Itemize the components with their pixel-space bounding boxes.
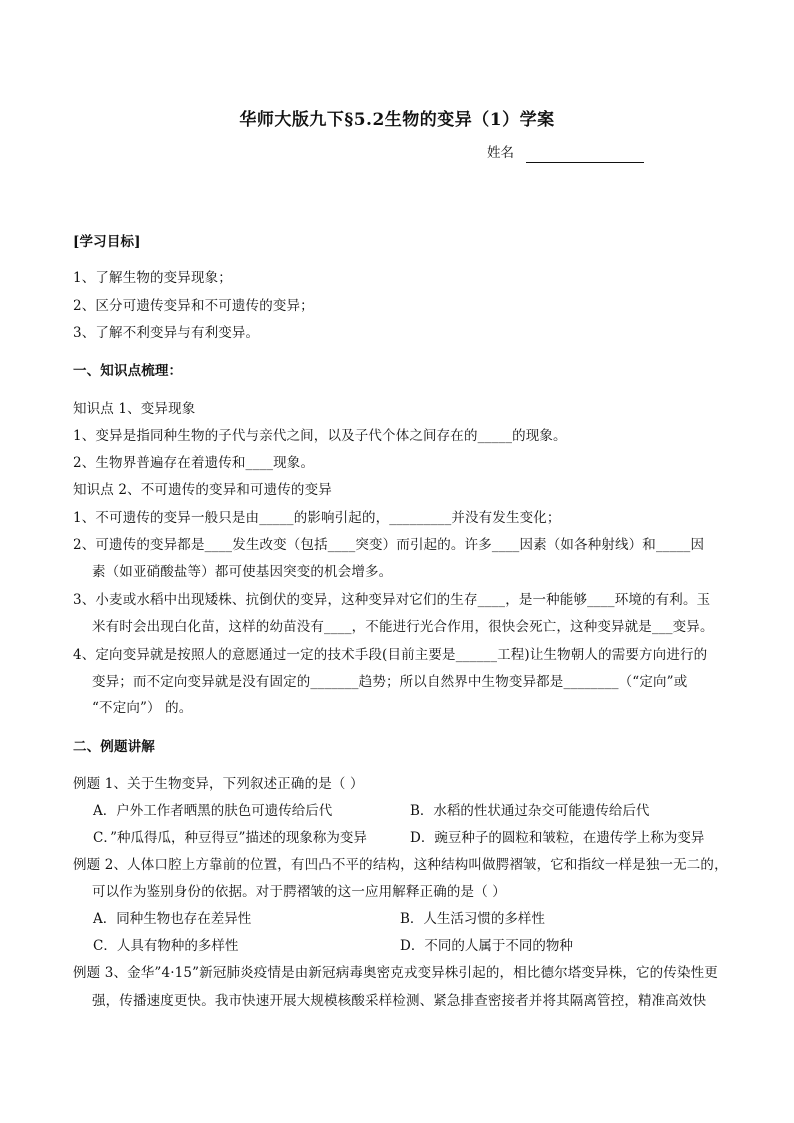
knowledge-point-title: 知识点 1、变异现象 bbox=[73, 401, 196, 417]
knowledge-line: 1、变异是指同种生物的子代与亲代之间，以及子代个体之间存在的_____的现象。 bbox=[73, 428, 567, 444]
example1-option-c: C．”种瓜得瓜，种豆得豆”描述的现象称为变异 bbox=[93, 830, 367, 846]
objective-item: 3、了解不利变异与有利变异。 bbox=[73, 325, 260, 341]
name-label: 姓名 bbox=[487, 145, 514, 161]
example1-option-a: A．户外工作者晒黑的肤色可遗传给后代 bbox=[93, 803, 333, 819]
section2-heading: 二、例题讲解 bbox=[73, 739, 155, 755]
example2-option-b: B．人生活习惯的多样性 bbox=[400, 911, 545, 927]
example3-stem: 例题 3、金华”4·15”新冠肺炎疫情是由新冠病毒奥密克戎变异株引起的，相比德尔塔变异株，它的传染性更 bbox=[73, 965, 718, 981]
section1-heading: 一、知识点梳理： bbox=[73, 363, 183, 379]
knowledge-line: 变异；而不定向变异就是没有固定的_______趋势；所以自然界中生物变异都是________（“定向”或 bbox=[92, 674, 688, 690]
example1-stem: 例题 1、关于生物变异，下列叙述正确的是（ ） bbox=[73, 776, 364, 792]
example1-option-d: D．豌豆种子的圆粒和皱粒，在遗传学上称为变异 bbox=[410, 830, 705, 846]
knowledge-line: 4、定向变异就是按照人的意愿通过一定的技术手段(目前主要是______工程)让生物朝人的需要方向进行的 bbox=[73, 647, 708, 663]
knowledge-point-title: 知识点 2、不可遗传的变异和可遗传的变异 bbox=[73, 482, 332, 498]
objective-item: 2、区分可遗传变异和不可遗传的变异； bbox=[73, 298, 314, 314]
knowledge-line: 素（如亚硝酸盐等）都可使基因突变的机会增多。 bbox=[92, 564, 393, 580]
example2-stem: 例题 2、人体口腔上方靠前的位置，有凹凸不平的结构，这种结构叫做腭褶皱，它和指纹一样是独一无二的， bbox=[73, 857, 728, 873]
name-blank-line[interactable] bbox=[526, 148, 644, 163]
example3-stem: 强，传播速度更快。我市快速开展大规模核酸采样检测、紧急排查密接者并将其隔离管控，精准高效快 bbox=[92, 993, 707, 1009]
page-title: 华师大版九下§5.2生物的变异（1）学案 bbox=[239, 110, 555, 130]
example2-stem: 可以作为鉴别身份的依据。对于腭褶皱的这一应用解释正确的是（ ） bbox=[92, 884, 506, 900]
knowledge-line: 2、可遗传的变异都是____发生改变（包括____突变）而引起的。许多____因素（如各种射线）和_____因 bbox=[73, 537, 705, 553]
objective-item: 1、了解生物的变异现象； bbox=[73, 270, 232, 286]
objectives-heading: [学习目标] bbox=[73, 234, 141, 250]
example1-option-b: B．水稻的性状通过杂交可能遗传给后代 bbox=[410, 803, 650, 819]
name-field bbox=[487, 143, 644, 163]
example2-option-a: A．同种生物也存在差异性 bbox=[93, 911, 252, 927]
knowledge-line: 3、小麦或水稻中出现矮株、抗倒伏的变异，这种变异对它们的生存____，是一种能够____环境的有利。玉 bbox=[73, 592, 711, 608]
knowledge-line: “不定向”） 的。 bbox=[92, 700, 193, 716]
example2-option-c: C．人具有物种的多样性 bbox=[93, 938, 239, 954]
example2-option-d: D．不同的人属于不同的物种 bbox=[400, 938, 573, 954]
knowledge-line: 1、不可遗传的变异一般只是由_____的影响引起的，_________并没有发生变化； bbox=[73, 510, 561, 526]
knowledge-line: 米有时会出现白化苗，这样的幼苗没有____，不能进行光合作用，很快会死亡，这种变异就是___变异。 bbox=[92, 619, 714, 635]
knowledge-line: 2、生物界普遍存在着遗传和____现象。 bbox=[73, 455, 315, 471]
